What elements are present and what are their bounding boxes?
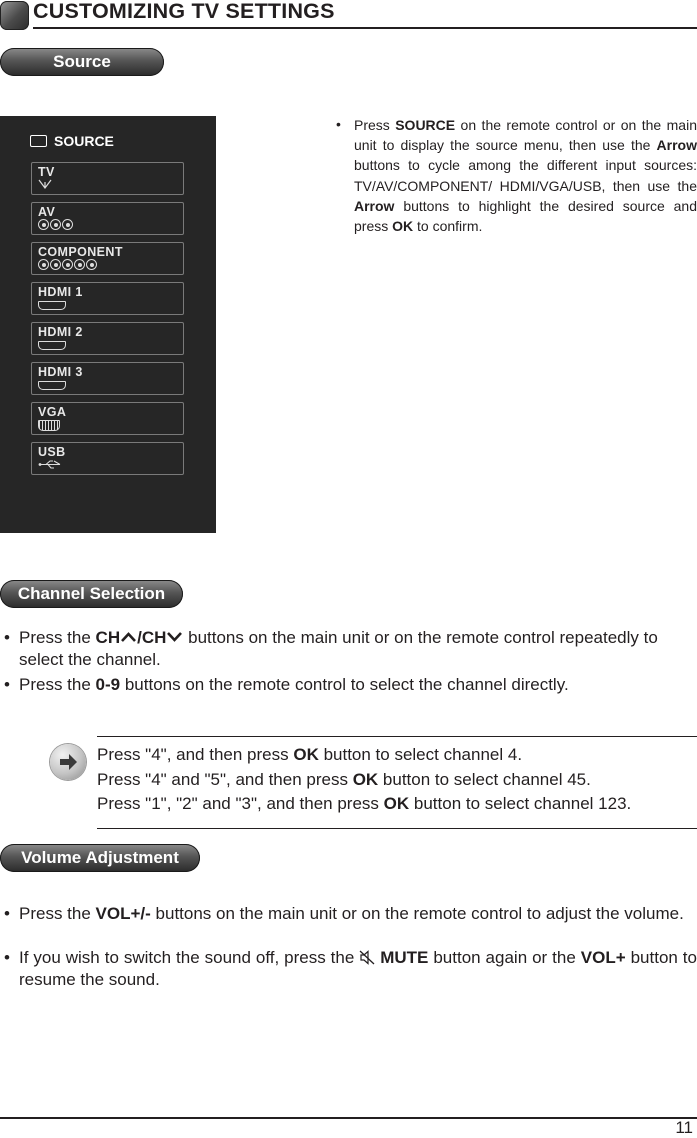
source-item-av[interactable]: AV [31,202,184,235]
hdmi-port-icon [38,381,66,393]
source-item-hdmi3[interactable]: HDMI 3 [31,362,184,395]
note-line-2: Press "4" and "5", and then press OK button to select channel 45. [97,770,591,789]
source-instructions: Press SOURCE on the remote control or on the main unit to display the source menu, then use the Arrow buttons to cycle among the different input sources: TV/AV/COMPONENT/ HDMI/VGA/USB, then use the Arrow buttons to highlight the desired source and press OK to confirm. [354,117,697,235]
usb-icon [38,460,62,472]
hdmi-port-icon [38,301,66,313]
source-item-usb[interactable]: USB [31,442,184,475]
hdmi-port-icon [38,341,66,353]
chevron-up-icon [120,631,137,643]
section-source-pill: Source [0,48,164,76]
source-item-hdmi2[interactable]: HDMI 2 [31,322,184,355]
antenna-icon [38,179,52,192]
rca-jacks-icon [38,259,98,273]
volume-bullet-2: If you wish to switch the sound off, press the MUTE button again or the VOL+ button to resume the sound. [19,948,697,989]
vga-port-icon [38,420,60,434]
bullet-marker: • [4,628,10,647]
page-title: CUSTOMIZING TV SETTINGS [33,0,335,23]
channel-bullet-2: Press the 0-9 buttons on the remote control to select the channel directly. [19,675,569,694]
bullet-marker: • [4,904,10,923]
volume-bullet-1: Press the VOL+/- buttons on the main unit or on the remote control to adjust the volume. [19,904,684,923]
bullet-marker: • [4,948,10,967]
mute-icon [359,950,375,965]
chevron-down-icon [166,631,183,643]
channel-bullet-1: Press the CH /CH buttons on the main unit or on the remote control repeatedly to select the channel. [19,628,658,669]
header-icon [0,1,29,30]
bullet-marker: • [4,675,10,694]
section-volume-pill: Volume Adjustment [0,844,200,872]
source-item-tv[interactable]: TV [31,162,184,195]
rca-jacks-icon [38,219,74,233]
bullet-marker: • [336,116,341,132]
source-item-vga[interactable]: VGA [31,402,184,435]
note-line-3: Press "1", "2" and "3", and then press OK button to select channel 123. [97,794,632,813]
page-number: 11 [675,1118,693,1137]
header-rule [33,27,697,29]
source-item-component[interactable]: COMPONENT [31,242,184,275]
source-menu-heading: SOURCE [30,133,114,149]
note-arrow-icon [50,744,86,780]
note-top-rule [97,736,697,737]
tv-icon [30,135,47,147]
note-bottom-rule [97,828,697,829]
source-item-hdmi1[interactable]: HDMI 1 [31,282,184,315]
note-line-1: Press "4", and then press OK button to select channel 4. [97,745,523,764]
footer-rule [0,1117,697,1119]
section-channel-pill: Channel Selection [0,580,183,608]
